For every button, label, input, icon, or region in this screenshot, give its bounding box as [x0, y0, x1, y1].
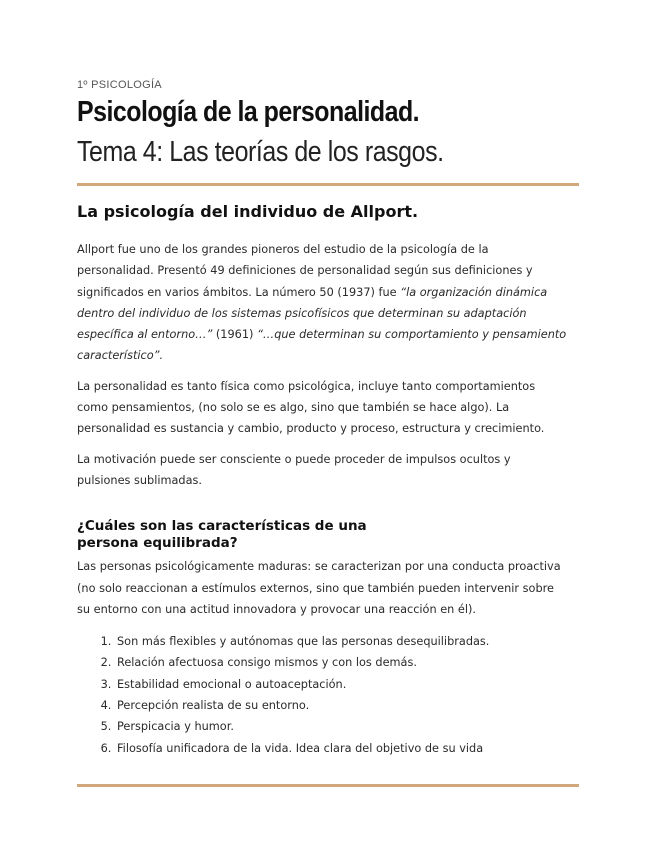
list-item: 3. Estabilidad emocional o autoaceptación. [115, 674, 567, 695]
section-heading-allport: La psicología del individuo de Allport. [77, 202, 419, 221]
list-item: 5. Perspicacia y humor. [115, 716, 567, 737]
list-item: 2. Relación afectuosa consigo mismos y con los demás. [115, 652, 567, 673]
document-subtitle: Tema 4: Las teorías de los rasgos. [77, 136, 444, 168]
list-item: 6. Filosofía unificadora de la vida. Idea clara del objetivo de su vida [115, 738, 567, 759]
paragraph-personality: La personalidad es tanto física como psicológica, incluye tanto comportamientos como pensamientos, (no solo se es algo, sino que también se hace algo). La personalidad es sustancia y cambio, producto y proceso, estructura y crecimiento. [77, 379, 545, 436]
paragraph-mature-people: Las personas psicológicamente maduras: se caracterizan por una conducta proactiva (no solo reaccionan a estímulos externos, sino que también pueden intervenir sobre su entorno con una actitud innovadora y provocar una reacción en él). [77, 560, 561, 616]
paragraph-motivation: La motivación puede ser consciente o puede proceder de impulsos ocultos y pulsiones sublimadas. [77, 452, 511, 487]
section-heading-balanced-person: ¿Cuáles son las características de una persona equilibrada? [77, 518, 367, 552]
allport-quote-1937: “la organización dinámica dentro del individuo de los sistemas psicofísicos que determinan su adaptación específica al entorno…” [77, 285, 548, 342]
document-title: Psicología de la personalidad. [77, 96, 420, 128]
paragraph-definitions [77, 239, 567, 367]
document-body [77, 239, 567, 759]
allport-quote-1961: “…que determinan su comportamiento y pensamiento característico”. [77, 328, 567, 363]
characteristics-list [77, 631, 567, 759]
footer-divider [77, 784, 579, 787]
header-divider [77, 183, 579, 186]
paragraph-definitions-text: Allport fue uno de los grandes pioneros del estudio de la psicología de la personalidad. Presentó 49 definiciones de personalidad según sus definiciones y significados en varios ámbitos. La número 50 (1937) fue [77, 243, 533, 299]
paragraph-definitions-year: (1961) [212, 328, 258, 342]
list-item: 4. Percepción realista de su entorno. [115, 695, 567, 716]
list-item: 1. Son más flexibles y autónomas que las personas desequilibradas. [115, 631, 567, 652]
course-label: 1º PSICOLOGÍA [77, 79, 162, 91]
